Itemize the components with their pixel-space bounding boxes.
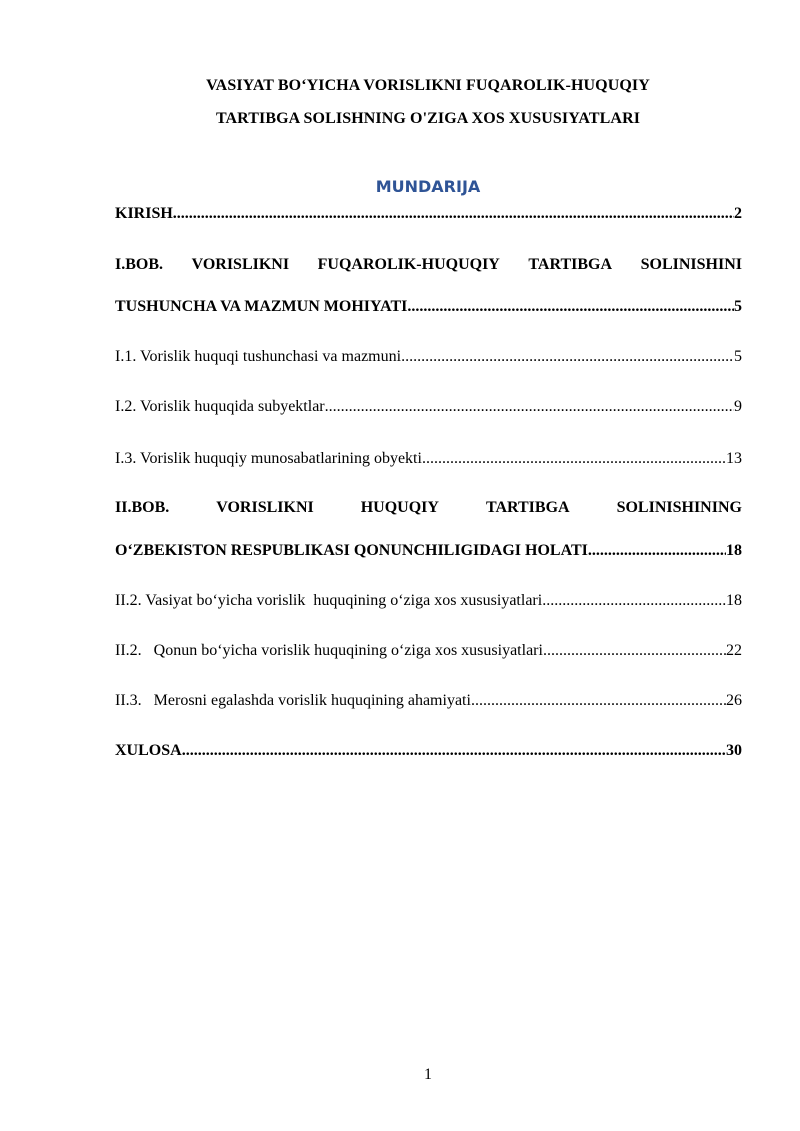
toc-word: I.BOB. <box>115 256 164 273</box>
toc-entry-2-1[interactable] <box>115 592 742 610</box>
toc-entry-kirish[interactable] <box>115 205 742 223</box>
toc-chapter-1-line-2[interactable] <box>115 298 742 316</box>
toc-entry-label: XULOSA <box>115 742 182 759</box>
toc-entry-page: 13 <box>726 450 742 467</box>
toc-entry-label: II.2. Vasiyat bo‘yicha vorislik huquqining o‘ziga xos xususiyatlari <box>115 592 543 609</box>
page-number: 1 <box>424 1066 432 1083</box>
document-title-line-1: VASIYAT BO‘YICHA VORISLIKNI FUQAROLIK-HUQUQIY <box>206 77 650 94</box>
toc-entry-page: 30 <box>726 742 742 759</box>
toc-entry-page: 26 <box>726 692 742 709</box>
toc-leader-dots <box>325 398 734 416</box>
toc-word: FUQAROLIK-HUQUQIY <box>317 256 500 273</box>
toc-leader-dots <box>422 450 726 468</box>
document-title-line-2: TARTIBGA SOLISHNING O'ZIGA XOS XUSUSIYATLARI <box>215 110 641 127</box>
toc-leader-dots <box>588 542 726 560</box>
toc-entry-page: 18 <box>726 592 742 609</box>
toc-entry-page: 5 <box>734 348 742 365</box>
toc-entry-page: 22 <box>726 642 742 659</box>
toc-entry-label: I.2. Vorislik huquqida subyektlar <box>115 398 325 415</box>
toc-leader-dots <box>543 642 726 660</box>
toc-heading: MUNDARIJA <box>375 177 481 196</box>
toc-word: VORISLIKNI <box>216 499 314 516</box>
toc-entry-page: 9 <box>734 398 742 415</box>
toc-entry-label: O‘ZBEKISTON RESPUBLIKASI QONUNCHILIGIDAGI HOLATI <box>115 542 588 559</box>
toc-word: TARTIBGA <box>485 499 570 516</box>
toc-leader-dots <box>401 348 734 366</box>
toc-word: II.BOB. <box>115 499 170 516</box>
toc-leader-dots <box>407 298 734 316</box>
toc-word: SOLINISHINI <box>640 256 742 273</box>
toc-entry-label: KIRISH <box>115 205 173 222</box>
toc-word: HUQUQIY <box>360 499 439 516</box>
toc-leader-dots <box>182 742 726 760</box>
toc-entry-label: I.3. Vorislik huquqiy munosabatlarining obyekti <box>115 450 422 467</box>
toc-entry-label: II.2. Qonun bo‘yicha vorislik huquqining o‘ziga xos xususiyatlari <box>115 642 543 659</box>
toc-chapter-1-line-1[interactable] <box>115 256 742 274</box>
toc-entry-label: TUSHUNCHA VA MAZMUN MOHIYATI <box>115 298 408 315</box>
toc-leader-dots <box>173 205 734 223</box>
toc-word: VORISLIKNI <box>191 256 290 273</box>
toc-entry-label: II.3. Merosni egalashda vorislik huquqining ahamiyati <box>115 692 471 709</box>
toc-word: SOLINISHINING <box>616 499 742 516</box>
toc-leader-dots <box>471 692 726 710</box>
toc-chapter-2-line-2[interactable] <box>115 542 742 560</box>
toc-chapter-2-line-1[interactable] <box>115 499 742 517</box>
toc-entry-xulosa[interactable] <box>115 742 742 760</box>
toc-entry-page: 2 <box>734 205 742 222</box>
toc-leader-dots <box>542 592 726 610</box>
toc-entry-2-3[interactable] <box>115 692 742 710</box>
toc-entry-1-1[interactable] <box>115 348 742 366</box>
toc-entry-label: I.1. Vorislik huquqi tushunchasi va mazmuni <box>115 348 402 365</box>
toc-entry-page: 18 <box>726 542 742 559</box>
toc-entry-2-2[interactable] <box>115 642 742 660</box>
toc-word: TARTIBGA <box>528 256 613 273</box>
toc-entry-page: 5 <box>734 298 742 315</box>
toc-entry-1-2[interactable] <box>115 398 742 416</box>
toc-entry-1-3[interactable] <box>115 450 742 468</box>
